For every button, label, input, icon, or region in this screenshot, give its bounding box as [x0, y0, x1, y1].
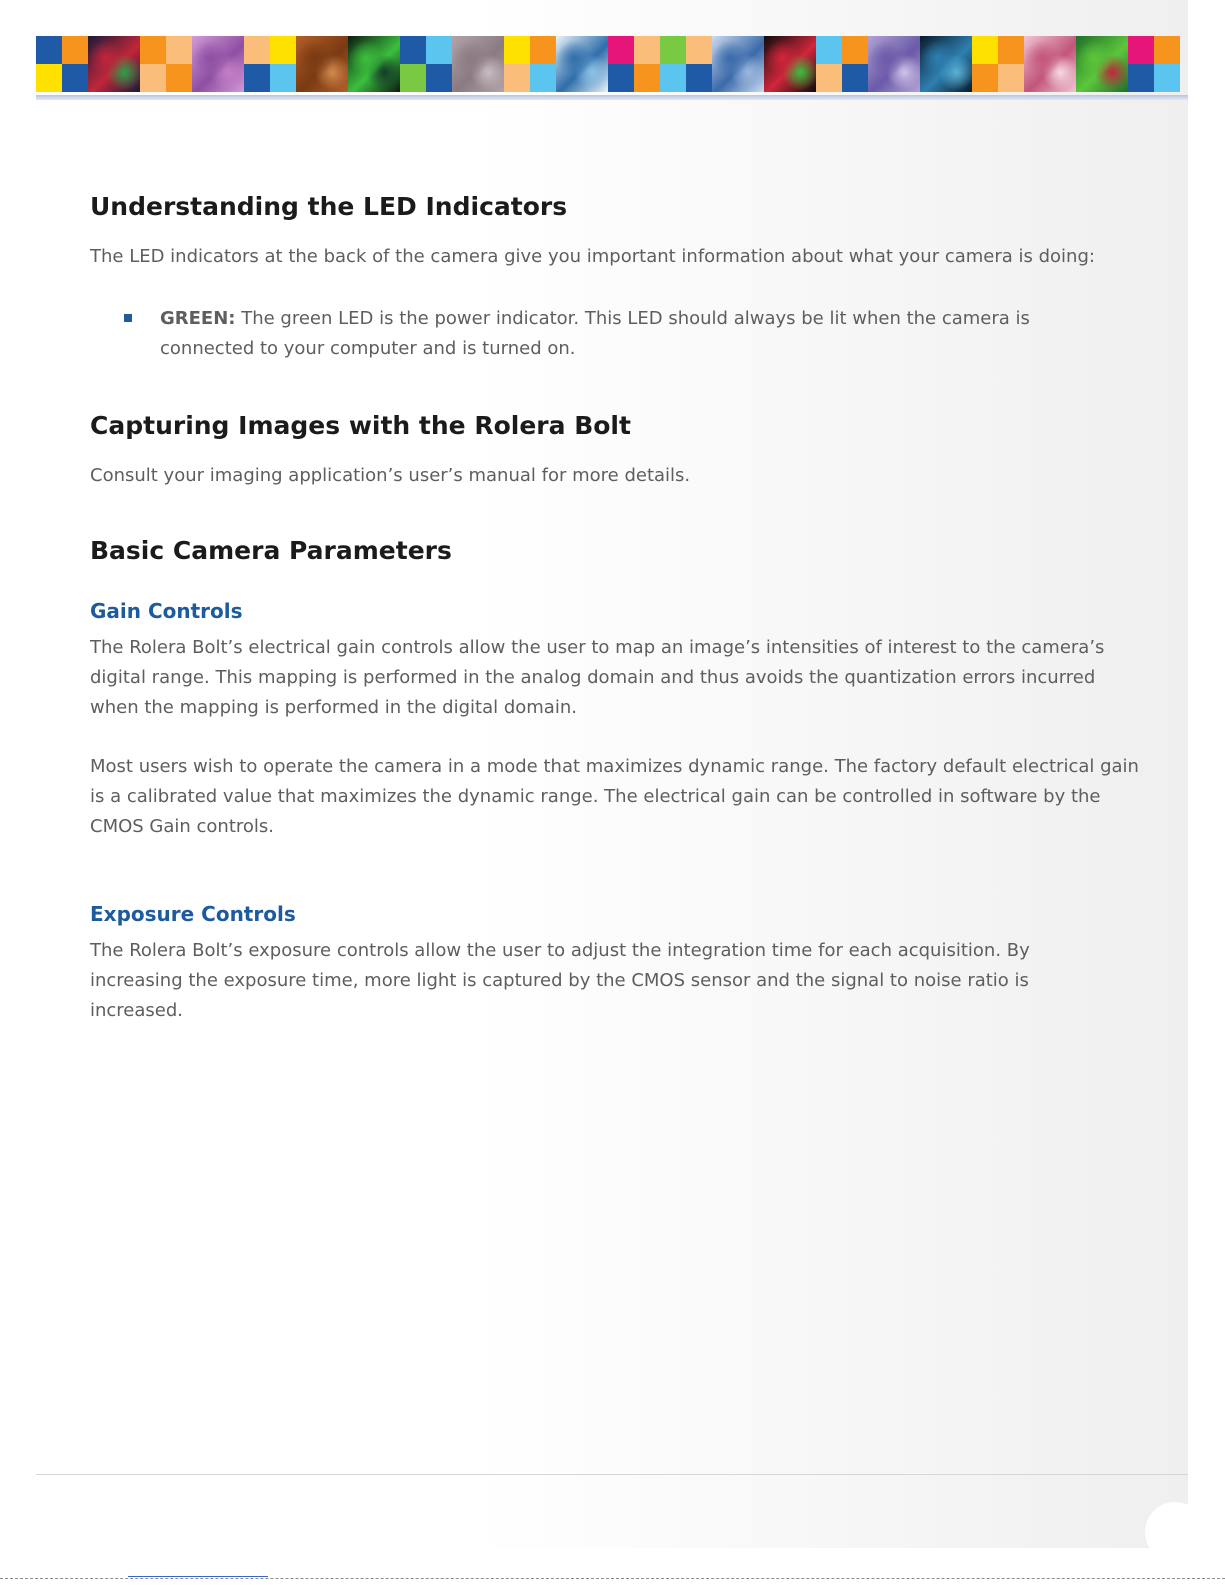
banner-image-microscopy-fluor-green	[348, 36, 400, 92]
banner-image-microscopy-cells-grey	[452, 36, 504, 92]
banner-color-square	[140, 64, 166, 92]
banner-color-square	[842, 36, 868, 64]
banner-image-microscopy-fingerprint-dark	[920, 36, 972, 92]
gain-paragraph-1: The Rolera Bolt’s electrical gain controls allow the user to map an image’s intensities of interest to the camera’s digital range. This mapping is performed in the analog domain and thus avoids the quantization errors incurred when the mapping is performed in the digital domain.	[90, 637, 1105, 718]
banner-color-block	[504, 36, 556, 92]
banner-color-square	[686, 64, 712, 92]
banner-color-block	[400, 36, 452, 92]
bottom-link-underline	[128, 1576, 268, 1577]
banner-color-square	[62, 36, 88, 64]
banner-color-square	[634, 36, 660, 64]
banner-image-microscopy-tissue-purple	[192, 36, 244, 92]
banner-image-microscopy-fluor-red-green	[764, 36, 816, 92]
banner-color-square	[504, 64, 530, 92]
footer-rule	[36, 1474, 1188, 1475]
banner-color-square	[608, 64, 634, 92]
gain-paragraph-2: Most users wish to operate the camera in a mode that maximizes dynamic range. The factory default electrical gain is a calibrated value that maximizes the dynamic range. The electrical gain can be controlled in software by the CMOS Gain controls.	[90, 756, 1139, 837]
bullet-green-text: The green LED is the power indicator. This LED should always be lit when the camera is connected to your computer and is turned on.	[160, 308, 1030, 359]
led-intro: The LED indicators at the back of the camera give you important information about what your camera is doing:	[90, 246, 1095, 267]
bullet-green-label: GREEN:	[160, 308, 236, 329]
subsection-title-gain: Gain Controls	[90, 599, 243, 623]
banner-color-block	[1128, 36, 1180, 92]
banner-image-microscopy-cell-red-green	[88, 36, 140, 92]
banner-color-block	[36, 36, 88, 92]
banner-color-square	[1154, 64, 1180, 92]
banner-color-square	[36, 36, 62, 64]
bullet-green	[160, 304, 1090, 364]
banner-color-square	[62, 64, 88, 92]
bottom-dashed-border	[0, 1578, 1225, 1579]
banner-image-microscopy-organism-blue	[556, 36, 608, 92]
banner-color-square	[816, 36, 842, 64]
banner-color-square	[530, 64, 556, 92]
banner-image-microscopy-tissue-brown	[296, 36, 348, 92]
header-banner	[36, 36, 1188, 92]
banner-color-square	[608, 36, 634, 64]
banner-color-square	[816, 64, 842, 92]
banner-color-block	[140, 36, 192, 92]
banner-color-block	[660, 36, 712, 92]
banner-color-square	[1128, 36, 1154, 64]
banner-color-square	[972, 64, 998, 92]
banner-image-microscopy-leaf-green	[1076, 36, 1128, 92]
banner-color-square	[660, 36, 686, 64]
header-rule	[36, 95, 1188, 100]
banner-color-square	[244, 36, 270, 64]
banner-color-square	[504, 36, 530, 64]
banner-color-square	[426, 36, 452, 64]
banner-color-square	[270, 36, 296, 64]
banner-color-square	[400, 64, 426, 92]
banner-color-square	[270, 64, 296, 92]
banner-color-block	[816, 36, 868, 92]
banner-color-block	[244, 36, 296, 92]
banner-color-square	[998, 36, 1024, 64]
banner-color-square	[166, 64, 192, 92]
subsection-title-exposure: Exposure Controls	[90, 902, 296, 926]
banner-color-square	[244, 64, 270, 92]
banner-color-square	[998, 64, 1024, 92]
banner-image-microscopy-tissue-pink	[1024, 36, 1076, 92]
banner-color-square	[1128, 64, 1154, 92]
banner-color-square	[36, 64, 62, 92]
banner-color-square	[972, 36, 998, 64]
banner-color-square	[634, 64, 660, 92]
banner-color-block	[608, 36, 660, 92]
banner-color-square	[140, 36, 166, 64]
banner-color-square	[530, 36, 556, 64]
section-title-led: Understanding the LED Indicators	[90, 192, 568, 221]
banner-color-block	[972, 36, 1024, 92]
exposure-paragraph-1: The Rolera Bolt’s exposure controls allow the user to adjust the integration time for each acquisition. By increasing the exposure time, more light is captured by the CMOS sensor and the signal to noise ratio is increased.	[90, 940, 1030, 1021]
banner-color-square	[400, 36, 426, 64]
banner-image-microscopy-fibers-blue	[712, 36, 764, 92]
capturing-body: Consult your imaging application’s user’s manual for more details.	[90, 465, 691, 486]
square-bullet-icon	[124, 314, 132, 322]
banner-color-square	[660, 64, 686, 92]
page-number-circle	[1145, 1502, 1205, 1562]
banner-color-square	[1154, 36, 1180, 64]
banner-color-square	[426, 64, 452, 92]
section-title-basic: Basic Camera Parameters	[90, 536, 452, 565]
banner-color-square	[166, 36, 192, 64]
banner-color-square	[842, 64, 868, 92]
banner-image-microscopy-stain-violet	[868, 36, 920, 92]
section-title-capturing: Capturing Images with the Rolera Bolt	[90, 411, 631, 440]
banner-color-square	[686, 36, 712, 64]
